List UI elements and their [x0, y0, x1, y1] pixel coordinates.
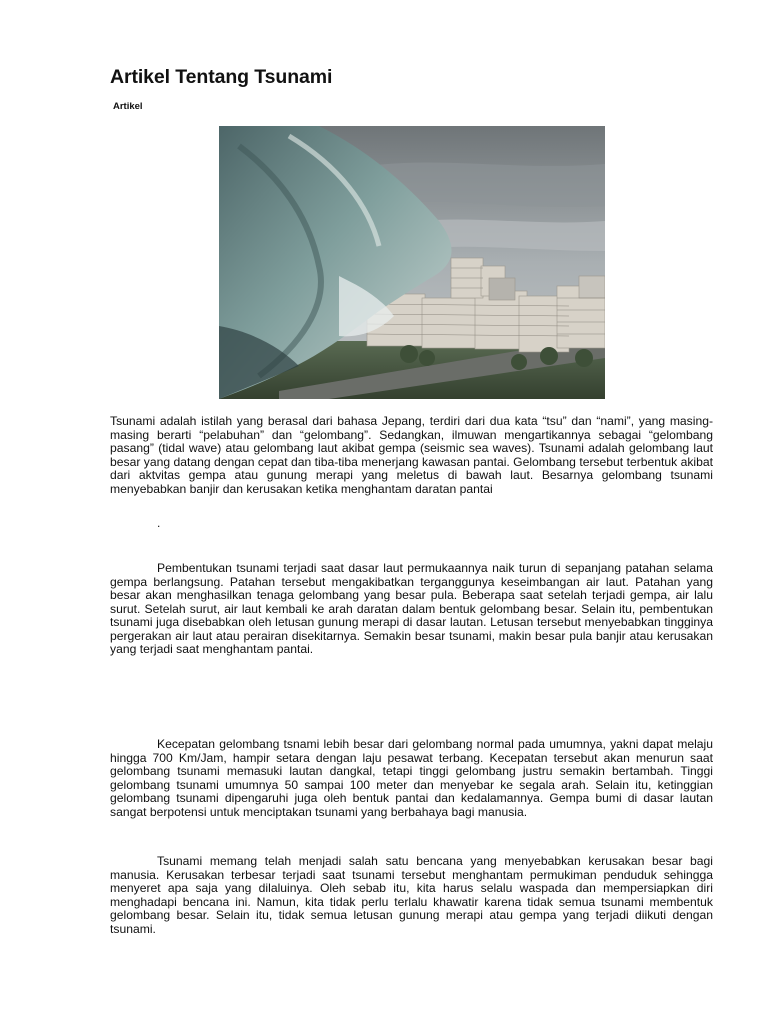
tsunami-photo [219, 126, 605, 399]
stray-dot: . [157, 516, 161, 530]
paragraph-3: Kecepatan gelombang tsnami lebih besar dari gelombang normal pada umumnya, yakni dapat melaju hingga 700 Km/Jam, hampir setara dengan laju pesawat terbang. Kecepatan tersebut akan menurun saat gelombang tsunami memasuki lautan dangkal, tetapi tinggi gelombang justru semakin bertambah. Tinggi gelombang tsunami umumnya 50 sampai 100 meter dan menyebar ke segala arah. Selain itu, ketinggian gelombang tsunami dipengaruhi juga oleh bentuk pantai dan kedalamannya. Gempa bumi di dasar lautan sangat berpotensi untuk menciptakan tsunami yang berbahaya bagi manusia. [110, 737, 713, 819]
paragraph-4: Tsunami memang telah menjadi salah satu bencana yang menyebabkan kerusakan besar bagi manusia. Kerusakan terbesar terjadi saat tsunami tersebut menghantam permukiman penduduk sehingga menyeret apa saja yang dilaluinya. Oleh sebab itu, kita harus selalu waspada dan mempersiapkan diri menghadapi bencana ini. Namun, kita tidak perlu terlalu khawatir karena tidak semua tsunami membentuk gelombang besar. Selain itu, tidak semua letusan gunung merapi atau gempa yang terjadi diikuti dengan tsunami. [110, 854, 713, 936]
article-title: Artikel Tentang Tsunami [110, 66, 333, 88]
paragraph-1: Tsunami adalah istilah yang berasal dari bahasa Jepang, terdiri dari dua kata “tsu” dan “nami”, yang masing-masing berarti “pelabuhan” dan “gelombang”. Sedangkan, ilmuwan mengartikannya sebagai “gelombang pasang” (tidal wave) atau gelombang laut akibat gempa (seismic sea waves). Tsunami adalah gelombang laut besar yang datang dengan cepat dan tiba-tiba menerjang kawasan pantai. Gelombang tersebut terbentuk akibat dari aktvitas gempa atau gunung merapi yang meletus di bawah laut. Besarnya gelombang tsunami menyebabkan banjir dan kerusakan ketika menghantam daratan pantai [110, 414, 713, 496]
tsunami-illustration [219, 126, 605, 399]
paragraph-2: Pembentukan tsunami terjadi saat dasar laut permukaannya naik turun di sepanjang patahan selama gempa berlangsung. Patahan tersebut mengakibatkan terganggunya keseimbangan air laut. Patahan yang besar akan menghasilkan tenaga gelombang yang besar pula. Beberapa saat setelah terjadi gempa, air lalu surut. Setelah surut, air laut kembali ke arah daratan dalam bentuk gelombang besar. Selain itu, pembentukan tsunami juga disebabkan oleh letusan gunung merapi di dasar lautan. Letusan tersebut menyebabkan tingginya pergerakan air laut atau perairan disekitarnya. Semakin besar tsunami, makin besar pula banjir atau kerusakan yang terjadi saat menghantam pantai. [110, 561, 713, 657]
article-category-label: Artikel [113, 101, 143, 112]
